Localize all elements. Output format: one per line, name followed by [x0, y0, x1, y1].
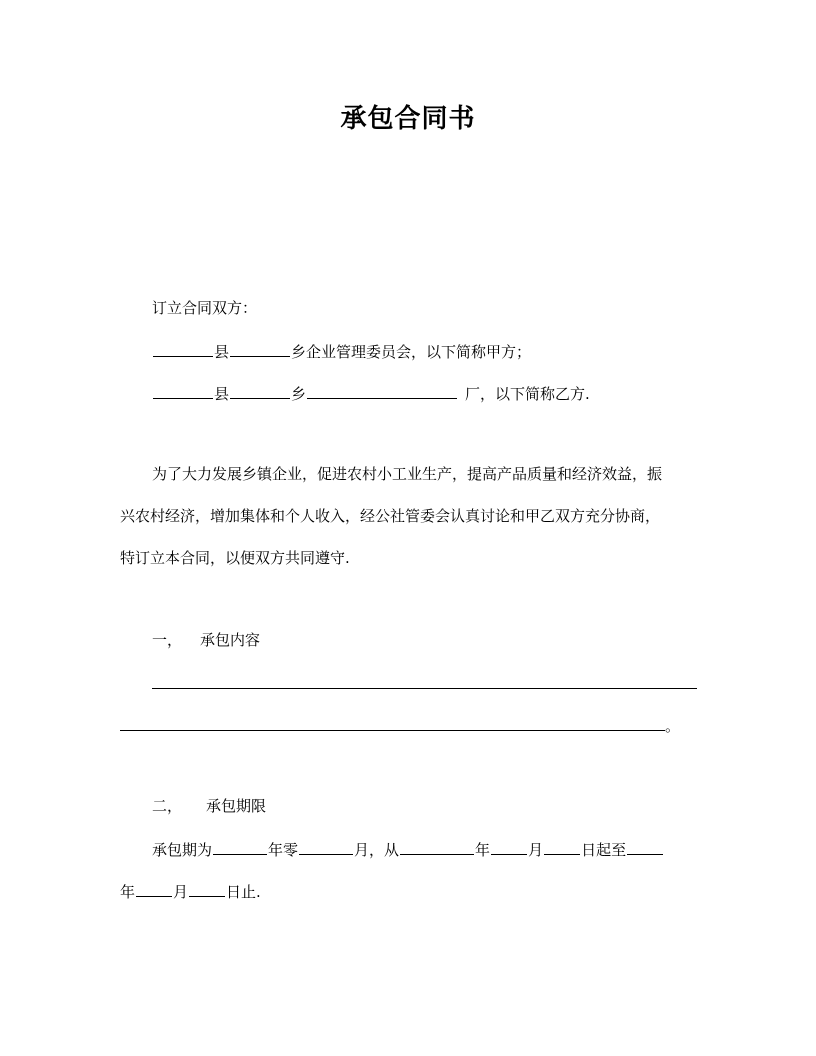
end-month-label: 月 [173, 883, 189, 901]
start-day-label: 日起至 [581, 841, 627, 859]
section-1-end-mark: 。 [665, 717, 681, 735]
term-years-blank[interactable] [213, 838, 267, 855]
party-a-line [152, 340, 816, 362]
start-day-blank[interactable] [544, 838, 580, 855]
term-years-label: 年零 [268, 841, 299, 859]
preamble-line-2: 兴农村经济，增加集体和个人收入，经公社管委会认真讨论和甲乙双方充分协商， [120, 507, 661, 525]
start-month-blank[interactable] [491, 838, 527, 855]
term-months-label: 月，从 [354, 841, 400, 859]
party-a-township-blank[interactable] [230, 340, 290, 357]
term-months-blank[interactable] [299, 838, 353, 855]
term-prefix: 承包期为 [152, 841, 213, 859]
party-b-township-blank[interactable] [230, 382, 290, 399]
section-2-title: 承包期限 [206, 797, 267, 815]
start-year-label: 年 [475, 841, 491, 859]
parties-heading: 订立合同双方： [152, 299, 258, 317]
party-b-county-label: 县 [214, 385, 230, 403]
end-year-label: 年 [120, 883, 136, 901]
page-title: 承包合同书 [340, 104, 476, 134]
section-1-heading [152, 630, 816, 650]
party-b-township-label: 乡 [291, 385, 307, 403]
preamble-line-3: 特订立本合同，以便双方共同遵守. [120, 549, 350, 567]
preamble-line-1: 为了大力发展乡镇企业，促进农村小工业生产，提高产品质量和经济效益，振 [152, 465, 663, 483]
section-1-number: 一， [152, 631, 183, 649]
end-month-blank[interactable] [136, 880, 172, 897]
party-b-county-blank[interactable] [153, 382, 213, 399]
end-year-blank-1[interactable] [627, 838, 663, 855]
section-2-number: 二， [152, 797, 183, 815]
party-b-factory-blank[interactable] [307, 382, 457, 399]
party-a-township-label: 乡企业管理委员会，以下简称甲方； [291, 343, 532, 361]
party-b-line [152, 382, 816, 404]
end-day-label: 日止. [226, 883, 261, 901]
section-1-content-blank-2[interactable] [120, 730, 665, 731]
start-year-blank[interactable] [400, 838, 474, 855]
party-b-factory-label: 厂，以下简称乙方. [465, 385, 590, 403]
end-day-blank[interactable] [189, 880, 225, 897]
section-2-term-line-2 [120, 880, 816, 902]
party-a-county-blank[interactable] [153, 340, 213, 357]
section-2-term-line-1 [152, 838, 816, 860]
section-1-content-blank-1[interactable] [152, 688, 697, 689]
start-month-label: 月 [528, 841, 544, 859]
section-2-heading [152, 796, 816, 816]
party-a-county-label: 县 [214, 343, 230, 361]
section-1-title: 承包内容 [200, 631, 261, 649]
